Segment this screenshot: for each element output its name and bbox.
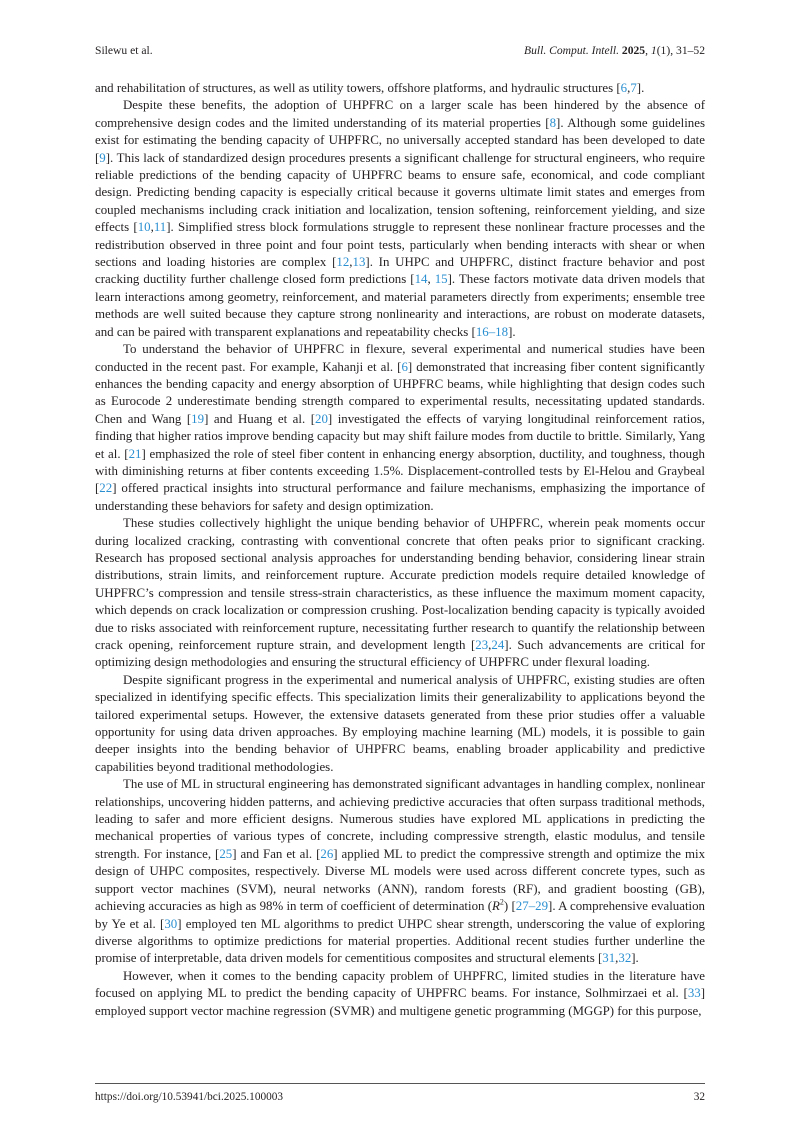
paragraph-text: and rehabilitation of structures, as well as utility towers, offshore platforms, and hydraulic structures [ [95,81,621,95]
paragraph-text: The use of ML in structural engineering has demonstrated significant advantages in handling complex, nonlinear relationships, uncovering hidden patterns, and achieving predictive accuracies that often surpass traditional methods, leading to safer and more efficient designs. Numerous studies have explored ML applications in predicting the mechanical properties of various types of concrete, including compressive strength, elastic modulus, and tensile strength. For instance, [ [95,777,705,861]
running-header [95,44,705,58]
body-paragraph [95,968,705,1020]
citation-link[interactable]: 7 [630,81,637,95]
paragraph-text: These studies collectively highlight the unique bending behavior of UHPFRC, wherein peak moments occur during localized cracking, contrasting with conventional concrete that often peaks prior to significant cracking. Research has proposed sectional analysis approaches for understanding bending behavior, considering linear strain distributions, strain limits, and reinforcement rupture. Accurate prediction models require detailed knowledge of UHPFRC’s compression and tensile stress-strain characteristics, as these influence the maximum moment capacity, which depends on crack localization or compression crushing. Post-localization bending capacity is typically avoided due to risks associated with reinforcement rupture, necessitating further research to quantify the relationship between crack opening, reinforcement rupture strain, and development length [ [95,516,705,652]
paragraph-text: , [488,638,492,652]
paragraph-text: Despite these benefits, the adoption of UHPFRC on a larger scale has been hindered by the absence of comprehensive design codes and the limited understanding of its material properties [ [95,98,705,130]
citation-link[interactable]: 23 [475,638,489,652]
paragraph-text: , [615,951,619,966]
paragraph-text: ] and Fan et al. [ [232,846,321,861]
body-paragraph [95,80,705,97]
citation-link[interactable]: 6 [620,81,628,95]
math-symbol: R [492,899,500,914]
paragraph-text: ]. Such advancements are critical for optimizing design methodologies and ensuring the structural efficiency of UHPFRC under flexural loading. [95,638,705,670]
citation-link[interactable]: 33 [687,986,701,1001]
paragraph-text: ]. Simplified stress block formulations struggle to represent these nonlinear fracture processes and the redistribution observed in three point and four point tests, particularly when bending interacts with shear or when sections and loading histories are complex [ [95,220,705,270]
citation-link[interactable]: 24 [491,638,505,652]
citation-link[interactable]: 20 [315,411,328,426]
citation-link[interactable]: 16–18 [475,324,509,339]
paragraph-text: Despite significant progress in the experimental and numerical analysis of UHPFRC, existing studies are often specialized in identifying specific effects. This specialization limits their generalizability to applications beyond the tailored experimental setups. However, the extensive datasets generated from these prior studies offer a valuable opportunity for using data driven approaches. By employing machine learning (ML) models, it is possible to gain deeper insights into the bending behavior of UHPFRC beams, enabling broader applicability and predictive capabilities beyond traditional methodologies. [95,672,705,774]
journal-issue: (1) [656,44,671,57]
citation-link[interactable]: 27–29 [515,899,549,914]
paragraph-text: ] demonstrated that increasing fiber content significantly enhances the bending capacity and energy absorption of UHPFRC beams, while highlighting that design codes such as Eurocode 2 underestimate bending strength compared to experimental results, necessitating updated standards. Chen and Wang [ [95,359,705,426]
paragraph-text: However, when it comes to the bending capacity problem of UHPFRC, limited studies in the literature have focused on applying ML to predict the bending capacity of UHPFRC beams. For instance, Solhmirzaei et al. [ [95,968,705,1001]
paragraph-text: ]. [508,324,516,339]
paragraph-text: ]. [631,951,639,966]
body-paragraph [95,776,705,967]
footer-divider [95,1083,705,1084]
paragraph-text: ]. A comprehensive evaluation by Ye et al. [ [95,899,705,931]
paragraph-text: ] emphasized the role of steel fiber content in enhancing energy absorption, ductility, and toughness, though with diminishing returns at fiber contents exceeding 1.5%. Displacement-controlled tests by El-Helou and Graybeal [ [95,446,705,496]
citation-link[interactable]: 8 [549,115,557,130]
citation-link[interactable]: 13 [352,255,366,270]
paragraph-text: ]. These factors motivate data driven models that learn interactions among geometry, reinforcement, and material parameters directly from experiments; ensemble tree methods are well suited because they capture strong nonlinearity and interactions, are robust on moderate datasets, and can be paired with transparent explanations and repeatability checks [ [95,272,706,339]
citation-link[interactable]: 21 [128,446,142,461]
paragraph-text: , [427,272,435,287]
journal-year: 2025 [621,44,646,57]
paragraph-text: ] investigated the effects of varying longitudinal reinforcement ratios, finding that higher ratios improve bending capacity but may shift failure modes from ductile to brittle. Similarly, Yang et al. [ [95,411,706,461]
body-paragraph [95,97,705,341]
paragraph-text: ] applied ML to predict the compressive strength and optimize the mix design of UHPC composites, respectively. Diverse ML models were used across different concrete types, such as support vector machines (SVM), neural networks (ANN), random forests (RF), and gradient boosting (GB), achieving accuracies as high as 98% in term of coefficient of determination ( [95,846,706,914]
header-authors: Silewu et al. [95,44,153,57]
page-footer [95,1090,705,1104]
journal-name: Bull. Comput. Intell. [524,44,619,57]
paragraph-text: , [627,81,631,95]
citation-link[interactable]: 14 [414,272,428,287]
citation-link[interactable]: 22 [99,481,113,496]
paragraph-text: ] employed support vector machine regression (SVMR) and multigene genetic programming (MGGP) for this purpose, [95,986,705,1018]
citation-link[interactable]: 19 [191,411,205,426]
paragraph-text: , [349,255,353,270]
citation-link[interactable]: 15 [434,272,448,287]
citation-link[interactable]: 10 [137,220,151,235]
page-number: 32 [693,1091,705,1103]
paragraph-text: , [150,220,154,235]
paragraph-text: ] employed ten ML algorithms to predict UHPC shear strength, underscoring the value of exploring diverse algorithms to optimize predictions for material properties. Additional recent studies further underline the promise of interpretable, data driven models for cementitious composites and structural elements [ [95,916,705,966]
journal-volume: 1 [650,44,657,57]
citation-link[interactable]: 31 [602,951,616,966]
header-journal-info: Bull. Comput. Intell. 2025, 1(1), 31–52 [524,44,705,57]
body-paragraph [95,341,705,515]
citation-link[interactable]: 9 [99,150,106,165]
paragraph-text: ] offered practical insights into structural performance and failure mechanisms, emphasizing the importance of understanding these behaviors for safety and design optimization. [95,481,705,513]
paragraph-text: ] and Huang et al. [ [204,411,316,426]
paragraph-text: ]. In UHPC and UHPFRC, distinct fracture behavior and post cracking ductility further challenge closed form predictions [ [95,255,705,287]
citation-link[interactable]: 26 [320,846,334,861]
paragraph-text: To understand the behavior of UHPFRC in flexure, several experimental and numerical studies have been conducted in the recent past. For example, Kahanji et al. [ [95,342,705,374]
citation-link[interactable]: 11 [153,220,167,235]
citation-link[interactable]: 30 [164,916,178,931]
body-paragraph [95,515,705,672]
article-body [95,80,705,1020]
paragraph-text: ]. [636,81,645,95]
footer-doi: https://doi.org/10.53941/bci.2025.100003 [95,1091,284,1103]
citation-link[interactable]: 32 [618,951,632,966]
paragraph-text: ]. This lack of standardized design procedures presents a significant challenge for structural engineers, who require reliable predictions of the bending capacity of UHPFRC beams to ensure safe, economical, and code compliant design. Predicting bending capacity is especially critical because it governs ultimate limit states and emerges from coupled mechanisms including crack initiation and localization, tension softening, reinforcement yielding, and size effects [ [95,150,705,235]
journal-pages: , 31–52 [670,44,705,57]
paragraph-text: ) [ [503,899,516,914]
paragraph-text: ]. Although some guidelines exist for estimating the bending capacity of UHPFRC, no universally accepted standard has been developed to date [ [95,115,705,165]
superscript: 2 [499,897,504,907]
citation-link[interactable]: 25 [219,846,233,861]
citation-link[interactable]: 12 [336,255,350,270]
citation-link[interactable]: 6 [401,359,408,374]
body-paragraph [95,672,705,776]
